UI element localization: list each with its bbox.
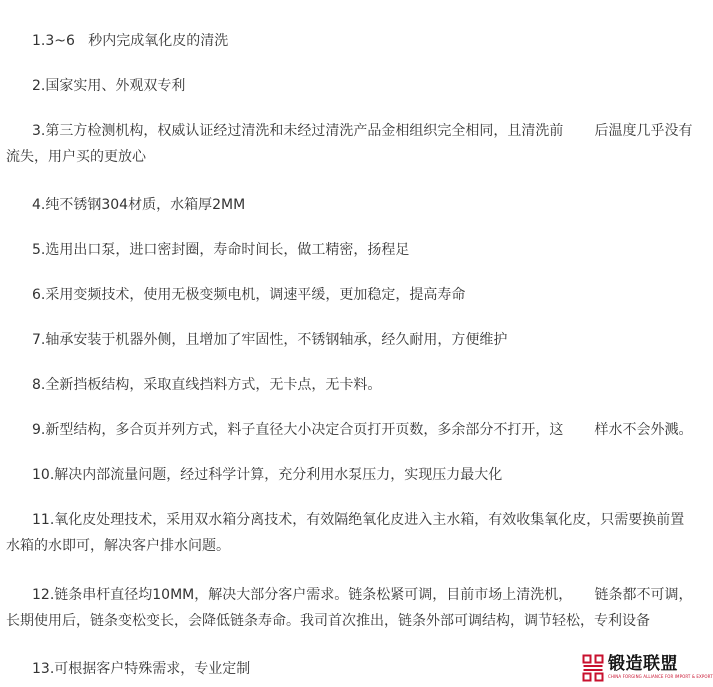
item-line: 1.3~6 秒内完成氧化皮的清洗: [32, 33, 229, 49]
item-line: 9.新型结构，多合页并列方式，料子直径大小决定合页打开页数，多余部分不打开，这 样水不会外溅。: [32, 422, 693, 438]
watermark-subtitle: CHINA FORGING ALLIANCE FOR IMPORT & EXPORT: [608, 674, 713, 679]
forging-alliance-logo-icon: [582, 654, 604, 682]
list-item-11: [6, 507, 696, 559]
item-line: 流失，用户买的更放心: [6, 149, 146, 165]
item-line: 水箱的水即可，解决客户排水问题。: [6, 538, 230, 554]
item-line: 4.纯不锈钢304材质，水箱厚2MM: [32, 197, 246, 213]
list-item-4: [6, 192, 696, 218]
item-line: 12.链条串杆直径均10MM，解决大部分客户需求。链条松紧可调，目前市场上清洗机， 链条都不可调，: [32, 587, 693, 603]
list-item-10: [6, 462, 696, 488]
item-line: 2.国家实用、外观双专利: [32, 78, 186, 94]
list-item-3: [6, 118, 696, 170]
item-line: 3.第三方检测机构，权威认证经过清洗和未经过清洗产品金相组织完全相同，且清洗前 后温度几乎没有: [32, 123, 693, 139]
item-line: 11.氧化皮处理技术，采用双水箱分离技术，有效隔绝氧化皮进入主水箱，有效收集氧化皮，只需要换前置: [32, 512, 685, 528]
item-line: 5.选用出口泵，进口密封圈，寿命时间长，做工精密，扬程足: [32, 242, 410, 258]
item-line: 6.采用变频技术，使用无极变频电机，调速平缓，更加稳定，提高寿命: [32, 287, 466, 303]
list-item-12: [6, 582, 696, 634]
item-line: 7.轴承安装于机器外侧，且增加了牢固性，不锈钢轴承，经久耐用，方便维护: [32, 332, 508, 348]
list-item-1: [6, 28, 696, 54]
item-line: 10.解决内部流量问题，经过科学计算，充分利用水泵压力，实现压力最大化: [32, 467, 503, 483]
item-line: 长期使用后，链条变松变长，会降低链条寿命。我司首次推出，链条外部可调结构，调节轻松，专利设备: [6, 613, 650, 629]
item-line: 13.可根据客户特殊需求，专业定制: [32, 661, 251, 677]
list-item-9: [6, 417, 696, 443]
list-item-8: [6, 372, 696, 398]
watermark-logo: [582, 654, 713, 682]
list-item-6: [6, 282, 696, 308]
list-item-2: [6, 73, 696, 99]
list-item-5: [6, 237, 696, 263]
list-item-7: [6, 327, 696, 353]
watermark-name: 锻造联盟: [608, 654, 678, 674]
item-line: 8.全新挡板结构，采取直线挡料方式，无卡点，无卡料。: [32, 377, 382, 393]
